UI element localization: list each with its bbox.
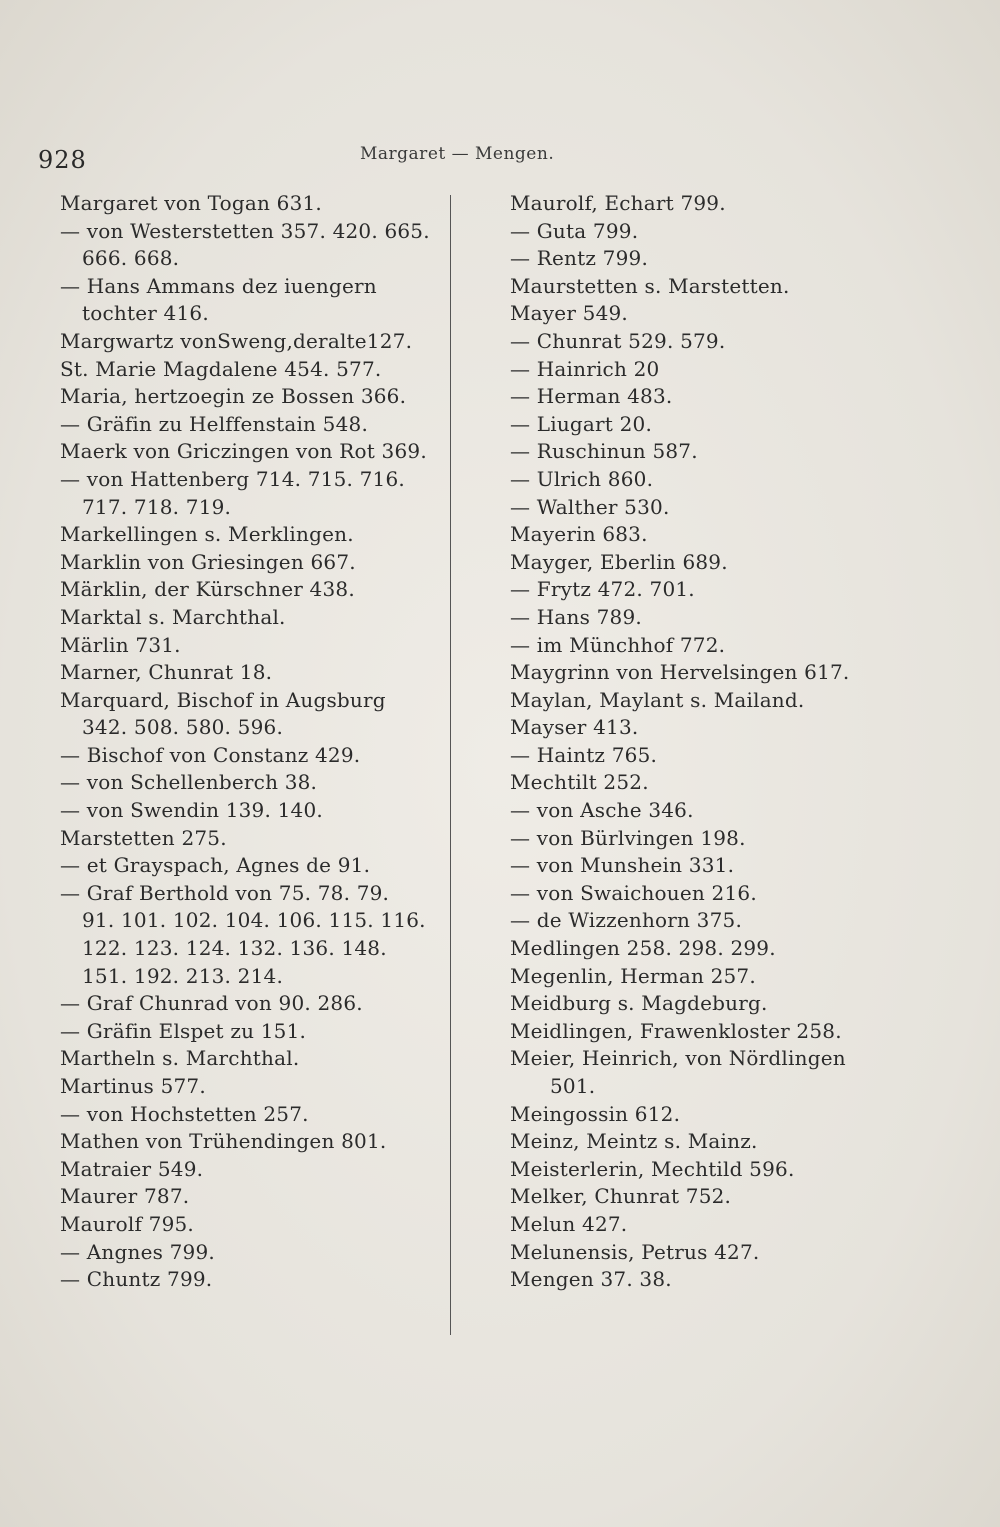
index-entry: — Rentz 799.: [510, 246, 648, 271]
index-entry: — von Swendin 139. 140.: [60, 798, 323, 823]
index-entry: Martinus 577.: [60, 1074, 206, 1098]
index-column-right: [510, 190, 920, 1294]
index-entry: 151. 192. 213. 214.: [82, 963, 283, 988]
index-entry: — Chunrat 529. 579.: [510, 328, 726, 353]
index-entry: Melunensis, Petrus 427.: [510, 1239, 760, 1264]
index-entry: — et Grayspach, Agnes de 91.: [60, 853, 371, 878]
running-head: Margaret — Mengen.: [360, 144, 555, 164]
index-entry: — von Hattenberg 714. 715. 716.: [60, 466, 405, 491]
index-entry: — Haintz 765.: [510, 742, 658, 767]
index-entry: Markellingen s. Merklingen.: [60, 522, 354, 547]
index-entry: — Herman 483.: [510, 384, 673, 409]
index-entry: Mayser 413.: [510, 715, 639, 740]
index-entry: — Gräfin Elspet zu 151.: [60, 1018, 307, 1043]
index-entry: — de Wizzenhorn 375.: [510, 908, 742, 933]
index-entry: Märklin, der Kürschner 438.: [60, 577, 355, 602]
page-number: 928: [38, 146, 87, 174]
index-entry: — Hans 789.: [510, 604, 642, 629]
column-divider: [450, 195, 451, 1335]
index-entry: 666. 668.: [82, 246, 180, 271]
index-entry: Maylan, Maylant s. Mailand.: [510, 687, 805, 712]
index-entry: — Liugart 20.: [510, 411, 653, 436]
index-entry: Meisterlerin, Mechtild 596.: [510, 1156, 795, 1181]
index-entry: — im Münchhof 772.: [510, 632, 726, 657]
index-entry: Marktal s. Marchthal.: [60, 604, 286, 629]
index-entry: Maurolf 795.: [60, 1211, 194, 1236]
index-entry: Marstetten 275.: [60, 825, 227, 850]
index-entry: — Guta 799.: [510, 218, 639, 243]
index-entry: Meier, Heinrich, von Nördlingen: [510, 1046, 846, 1071]
index-entry: Mayerin 683.: [510, 522, 648, 547]
index-entry: — Graf Chunrad von 90. 286.: [60, 991, 363, 1016]
index-entry: Mathen von Trühendingen 801.: [60, 1129, 387, 1154]
index-entry: Mayer 549.: [510, 301, 628, 326]
index-entry: — Hans Ammans dez iuengern: [60, 273, 377, 298]
index-entry: Megenlin, Herman 257.: [510, 963, 756, 988]
index-entry: — Hainrich 20: [510, 356, 660, 381]
index-entry: Meidburg s. Magdeburg.: [510, 991, 768, 1016]
index-entry: 122. 123. 124. 132. 136. 148.: [82, 936, 387, 961]
index-entry: — Graf Berthold von 75. 78. 79.: [60, 880, 390, 905]
index-entry: — von Bürlvingen 198.: [510, 825, 746, 850]
index-entry: Maygrinn von Hervelsingen 617.: [510, 660, 850, 685]
index-entry: — von Westerstetten 357. 420. 665.: [60, 218, 430, 243]
index-entry: Marner, Chunrat 18.: [60, 660, 273, 685]
index-entry: Margaret von Togan 631.: [60, 191, 322, 215]
index-entry: — Ruschinun 587.: [510, 439, 698, 464]
index-entry: — Gräfin zu Helffenstain 548.: [60, 411, 369, 436]
index-entry: Melker, Chunrat 752.: [510, 1184, 732, 1209]
index-entry: Mayger, Eberlin 689.: [510, 549, 728, 574]
index-entry: Meingossin 612.: [510, 1101, 681, 1126]
index-entry: Margwartz vonSweng,deralte127.: [60, 328, 413, 353]
index-entry: — Bischof von Constanz 429.: [60, 742, 361, 767]
index-entry: 91. 101. 102. 104. 106. 115. 116.: [82, 908, 426, 933]
index-entry: Mengen 37. 38.: [510, 1267, 672, 1292]
index-entry: — Walther 530.: [510, 494, 670, 519]
index-entry: Maurer 787.: [60, 1184, 190, 1209]
index-entry: — Frytz 472. 701.: [510, 577, 695, 602]
index-entry: Meidlingen, Frawenkloster 258.: [510, 1018, 842, 1043]
index-column-left: [60, 190, 440, 1294]
index-entry: — von Asche 346.: [510, 798, 694, 823]
index-entry: — von Schellenberch 38.: [60, 770, 318, 795]
index-entry: — von Munshein 331.: [510, 853, 735, 878]
index-entry: Marquard, Bischof in Augsburg: [60, 687, 386, 712]
index-entry: 501.: [550, 1074, 596, 1098]
index-entry: 717. 718. 719.: [82, 494, 232, 519]
index-entry: Maurstetten s. Marstetten.: [510, 273, 790, 298]
index-entry: Märlin 731.: [60, 632, 181, 657]
index-entry: Maria, hertzoegin ze Bossen 366.: [60, 384, 407, 409]
index-entry: — Angnes 799.: [60, 1239, 215, 1264]
index-entry: tochter 416.: [82, 301, 209, 326]
index-entry: Mechtilt 252.: [510, 770, 649, 795]
index-entry: St. Marie Magdalene 454. 577.: [60, 356, 382, 381]
index-entry: — von Hochstetten 257.: [60, 1101, 309, 1126]
index-entry: Marklin von Griesingen 667.: [60, 549, 356, 574]
index-entry: Melun 427.: [510, 1211, 628, 1236]
index-entry: Maurolf, Echart 799.: [510, 191, 726, 215]
index-entry: Matraier 549.: [60, 1156, 204, 1181]
index-entry: — von Swaichouen 216.: [510, 880, 757, 905]
index-entry: — Ulrich 860.: [510, 466, 654, 491]
index-entry: Maerk von Griczingen von Rot 369.: [60, 439, 427, 464]
index-entry: — Chuntz 799.: [60, 1267, 213, 1292]
index-entry: Meinz, Meintz s. Mainz.: [510, 1129, 758, 1154]
index-entry: Medlingen 258. 298. 299.: [510, 936, 776, 961]
index-entry: 342. 508. 580. 596.: [82, 715, 283, 740]
index-entry: Martheln s. Marchthal.: [60, 1046, 300, 1071]
